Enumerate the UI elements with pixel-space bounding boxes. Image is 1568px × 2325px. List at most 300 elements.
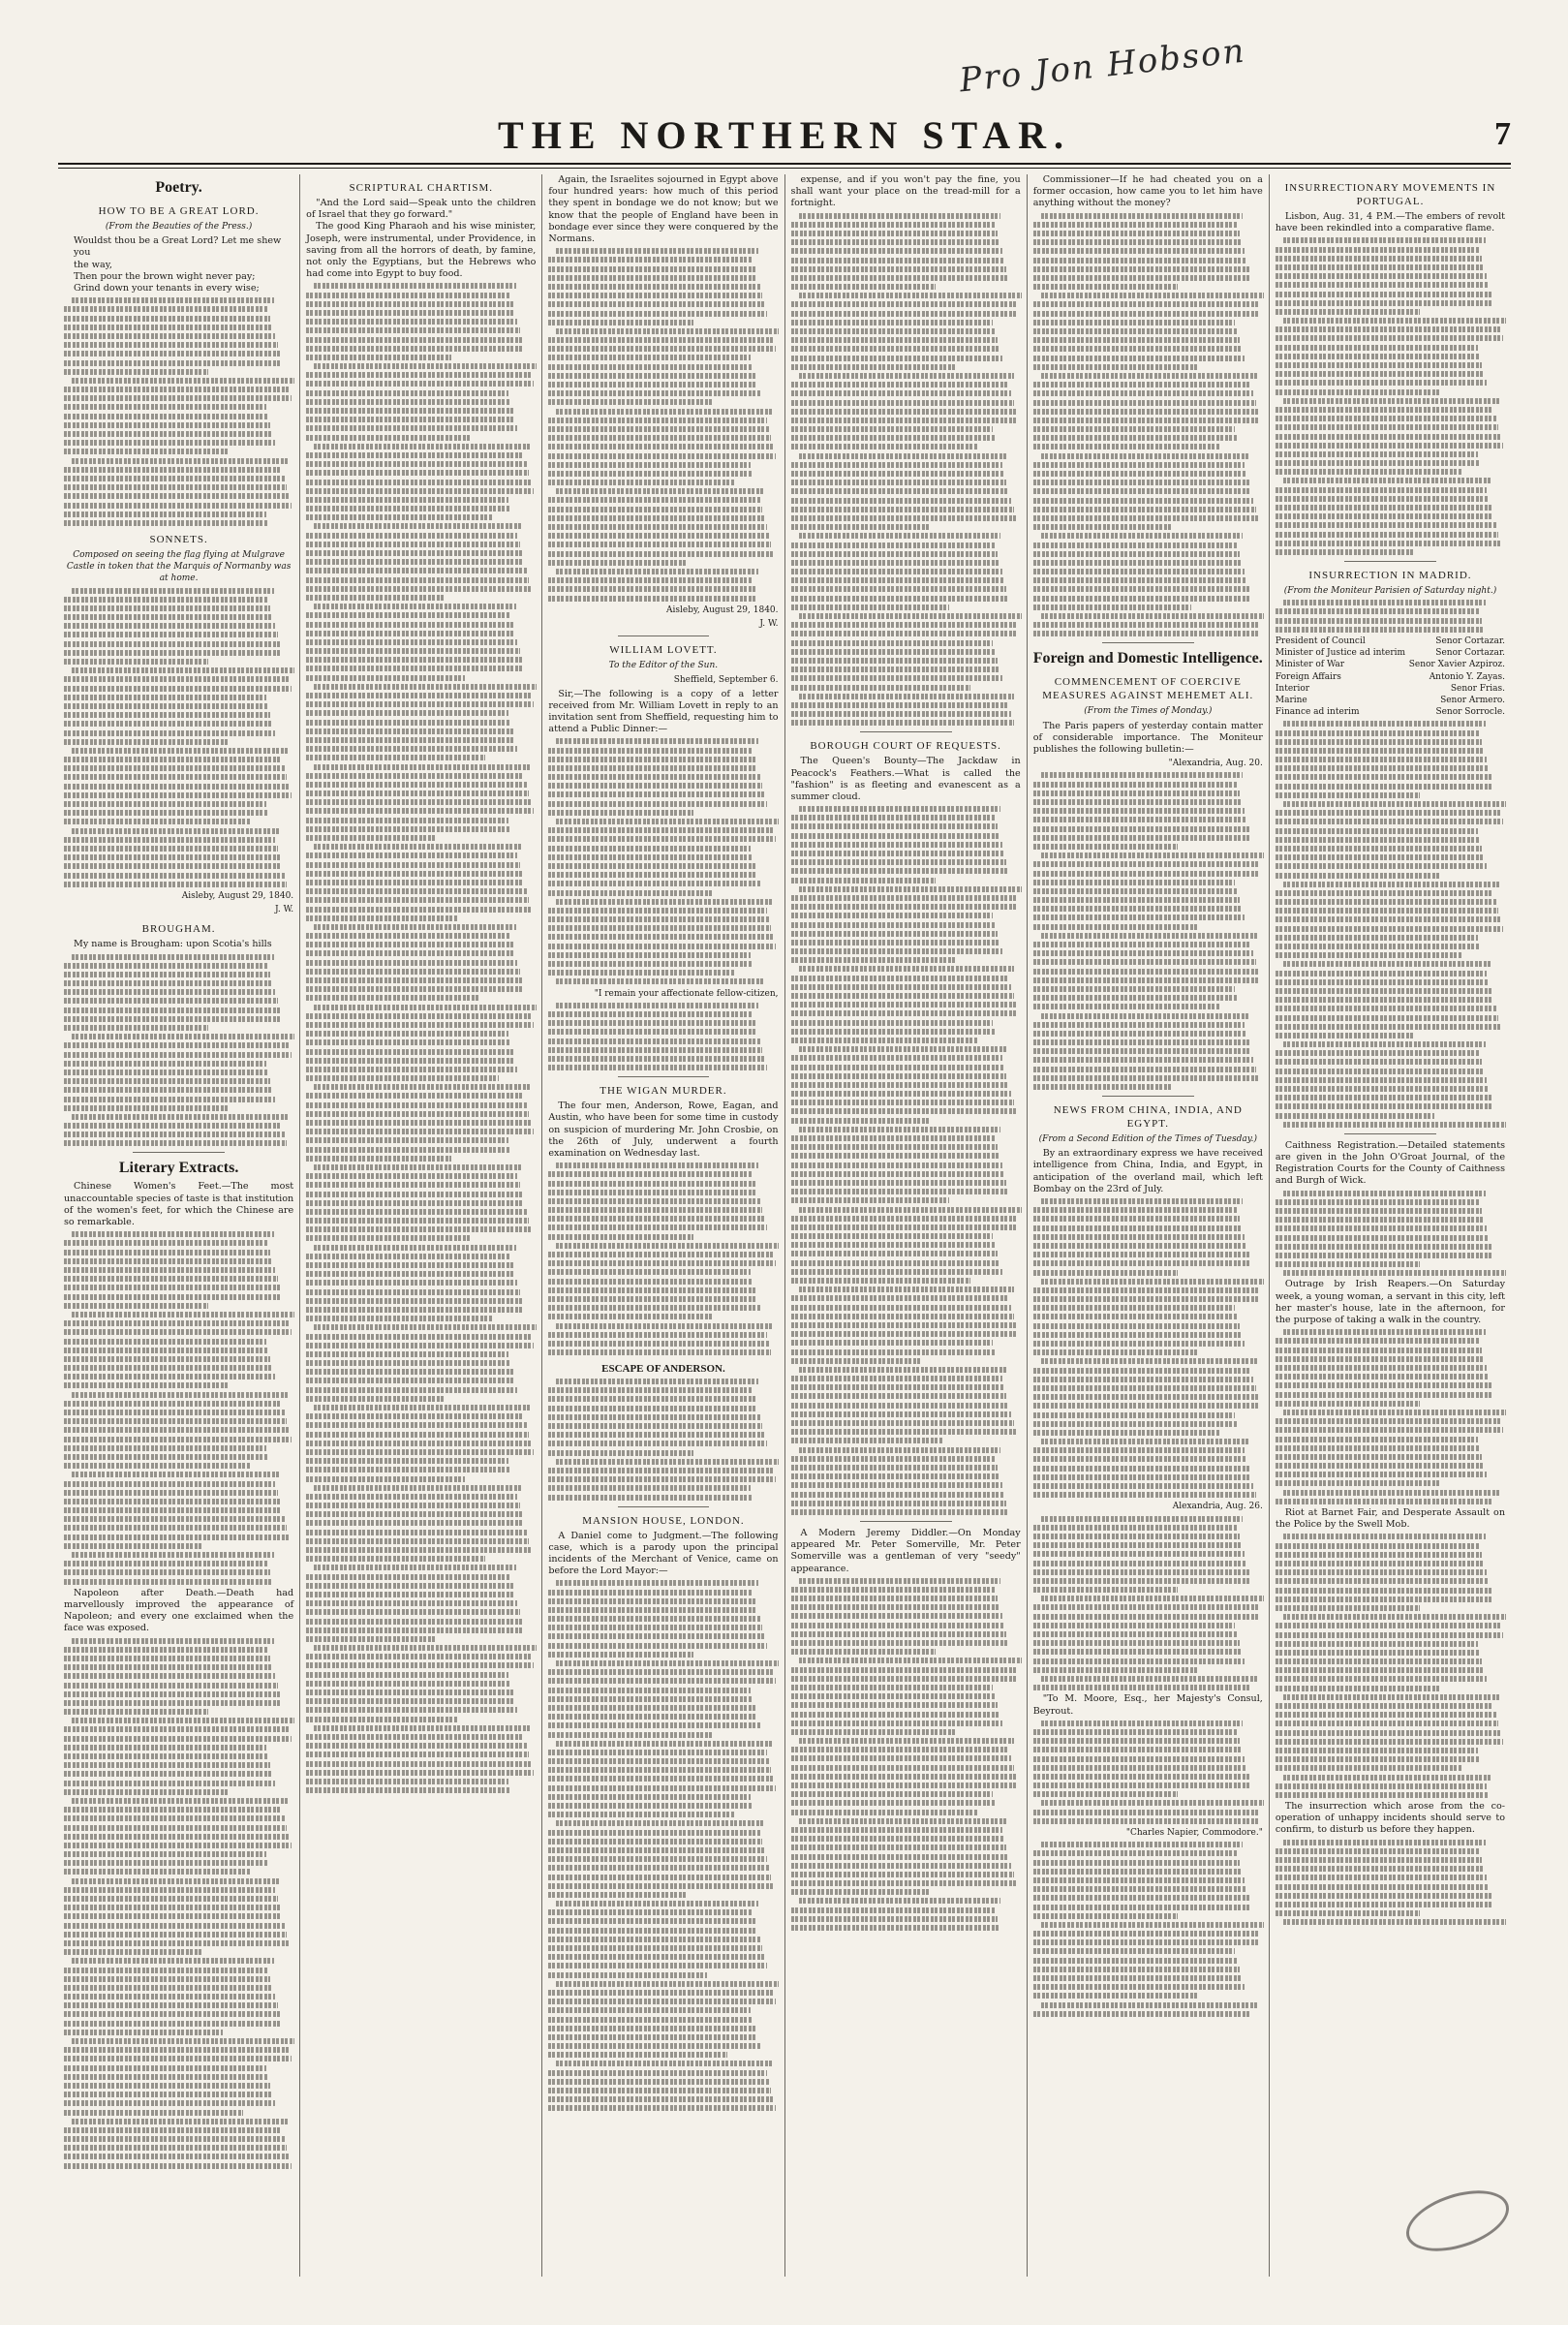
dateline: Aisleby, August 29, 1840.: [666, 604, 779, 615]
text-line: [1033, 586, 1249, 592]
text-line: [1283, 1534, 1486, 1539]
text-line: [64, 1250, 270, 1256]
text-line: [1276, 1902, 1493, 1907]
text-line: [548, 373, 754, 379]
text-line: [791, 940, 1000, 946]
text-line: [64, 2100, 275, 2106]
text-line: [1033, 835, 1251, 841]
text-line: [306, 327, 520, 333]
text-line: [1276, 1208, 1482, 1214]
text-line: [791, 266, 1007, 272]
body-text: [64, 297, 293, 526]
text-line: [548, 1972, 707, 1978]
sonnets-title: SONNETS.: [149, 533, 208, 545]
text-line: [1033, 569, 1245, 574]
text-line: [799, 1447, 1001, 1453]
text-line: [1033, 1587, 1178, 1593]
text-line: [1033, 382, 1251, 388]
text-line: [791, 382, 1009, 388]
text-line: [791, 1456, 996, 1462]
text-line: [791, 1872, 1014, 1877]
text-line: [791, 1411, 1012, 1417]
article-paragraph: The four men, Anderson, Rowe, Eagan, and Austin, who have been for some time in custody on suspicion of murdering Mr. John Crosbie, on the 26th of July, underwent a fourth examination on Wednesday last.: [548, 1100, 779, 1159]
text-line: [306, 533, 517, 539]
text-line: [306, 488, 534, 494]
text-line: [556, 978, 765, 984]
text-line: [64, 1762, 270, 1768]
text-line: [64, 623, 275, 629]
text-line: [1276, 854, 1485, 860]
text-line: [64, 1042, 289, 1048]
text-line: [548, 1011, 753, 1017]
text-line: [1041, 1922, 1264, 1928]
text-line: [72, 1312, 294, 1318]
text-line: [548, 1450, 692, 1456]
text-line: [64, 369, 208, 375]
text-line: [1276, 1401, 1420, 1407]
dateline: "Alexandria, Aug. 20.: [1168, 759, 1263, 769]
text-line: [1033, 959, 1256, 965]
text-line: [306, 1752, 529, 1757]
text-line: [791, 957, 957, 963]
text-line: [64, 1807, 282, 1813]
text-line: [548, 1705, 754, 1711]
text-line: [1033, 1782, 1251, 1788]
text-line: [306, 1787, 510, 1793]
text-line: [791, 604, 950, 610]
text-line: [791, 666, 1000, 672]
text-line: [799, 886, 1022, 892]
text-line: [1033, 462, 1245, 468]
text-line: [1033, 1667, 1199, 1673]
text-line: [306, 1779, 508, 1784]
text-line: [548, 1279, 753, 1285]
text-line: [306, 1156, 450, 1162]
text-line: [1276, 1480, 1441, 1486]
text-line: [548, 1020, 754, 1026]
text-line: [791, 1384, 1005, 1390]
text-line: [72, 667, 294, 673]
text-line: [1033, 239, 1243, 245]
text-line: [64, 873, 285, 879]
text-line: [314, 684, 537, 690]
text-line: [1276, 1866, 1485, 1872]
text-line: [1033, 551, 1240, 557]
text-line: [64, 980, 273, 986]
text-line: [72, 1231, 274, 1237]
text-line: [548, 1785, 776, 1791]
text-line: [548, 1349, 771, 1355]
text-line: [791, 833, 1000, 839]
text-line: [64, 1382, 230, 1388]
minister-row: [1276, 706, 1505, 718]
text-line: [791, 948, 1002, 954]
text-line: [306, 1467, 510, 1472]
text-line: [64, 1258, 273, 1264]
text-line: [548, 346, 776, 352]
text-line: [791, 1269, 1002, 1275]
text-line: [791, 1065, 1005, 1070]
text-line: [1041, 1720, 1244, 1726]
text-line: [1276, 1437, 1478, 1442]
text-line: [548, 1305, 759, 1311]
text-line: [1276, 1261, 1420, 1267]
text-line: [1276, 1561, 1485, 1566]
section-heading-extracts: Literary Extracts.: [118, 1160, 239, 1177]
text-line: [64, 387, 289, 392]
text-line: [548, 293, 762, 298]
minister-name: Senor Xavier Azpiroz.: [1408, 660, 1506, 670]
text-line: [799, 373, 1015, 379]
text-line: [306, 826, 510, 832]
text-line: [791, 1100, 1014, 1105]
text-line: [1041, 373, 1257, 379]
text-line: [791, 1073, 1007, 1079]
text-line: [548, 2105, 776, 2111]
text-line: [64, 2030, 223, 2035]
text-line: [1276, 532, 1498, 538]
text-line: [1276, 916, 1500, 922]
text-line: [1041, 772, 1244, 778]
text-line: [1033, 1243, 1247, 1249]
text-line: [1276, 944, 1480, 949]
text-line: [64, 810, 268, 816]
text-line: [306, 986, 524, 992]
text-line: [1033, 1860, 1240, 1866]
text-line: [791, 1153, 1000, 1159]
text-line: [1276, 1569, 1487, 1575]
text-line: [64, 1329, 292, 1335]
text-line: [548, 1287, 754, 1293]
text-line: [306, 310, 515, 316]
text-line: [306, 1200, 524, 1206]
poem-verse: [64, 235, 293, 294]
text-line: [1276, 282, 1490, 288]
text-line: [306, 1129, 534, 1134]
text-line: [548, 1171, 753, 1177]
text-line: [799, 213, 1001, 219]
newspaper-page: [58, 29, 1511, 2296]
text-line: [1283, 1191, 1486, 1196]
text-line: [1276, 730, 1480, 736]
text-line: [1033, 2011, 1251, 2017]
text-line: [72, 1878, 281, 1884]
text-line: [548, 1758, 769, 1764]
text-line: [1283, 1840, 1486, 1845]
text-line: [1276, 774, 1491, 780]
text-line: [1033, 1525, 1238, 1531]
text-line: [548, 1332, 766, 1338]
text-line: [1033, 284, 1178, 290]
text-line: [64, 1132, 285, 1137]
text-line: [72, 1718, 294, 1723]
text-line: [791, 1322, 1016, 1328]
text-line: [548, 961, 753, 967]
text-line: [548, 1633, 764, 1639]
text-line: [1033, 1534, 1240, 1539]
text-line: [1283, 1614, 1506, 1620]
text-line: [1033, 1492, 1256, 1498]
text-line: [791, 586, 1007, 592]
text-line: [1033, 222, 1238, 228]
text-line: [791, 409, 1016, 415]
text-line: [64, 2047, 289, 2053]
text-line: [1041, 1842, 1244, 1847]
text-line: [791, 1863, 1012, 1869]
text-line: [306, 1494, 517, 1500]
text-line: [314, 1645, 537, 1651]
text-line: [64, 2145, 287, 2151]
text-line: [1283, 1122, 1506, 1128]
text-line: [548, 1909, 753, 1915]
poem-source: (From the Beauties of the Press.): [105, 222, 253, 232]
body-text: [548, 248, 778, 601]
text-line: [548, 1839, 762, 1844]
text-line: [791, 1782, 1019, 1788]
text-line: [548, 872, 757, 878]
text-line: [306, 1031, 508, 1037]
text-line: [1033, 471, 1247, 477]
text-line: [1276, 300, 1493, 306]
text-line: [306, 835, 437, 841]
text-line: [306, 1137, 508, 1143]
text-line: [1033, 631, 1261, 636]
text-line: [64, 1985, 273, 1991]
text-line: [1276, 1588, 1491, 1594]
text-line: [548, 810, 692, 816]
text-line: [306, 862, 520, 868]
text-line: [1276, 819, 1503, 824]
text-line: [64, 1437, 292, 1442]
text-line: [64, 1418, 287, 1424]
dateline: Sheffield, September 6.: [673, 675, 779, 686]
text-line: [314, 1565, 516, 1570]
text-line: [1033, 1561, 1247, 1566]
text-line: [799, 533, 1001, 539]
text-line: [1033, 826, 1249, 832]
text-line: [1276, 1392, 1493, 1398]
text-line: [1033, 1377, 1254, 1382]
text-line: [306, 1102, 527, 1108]
text-line: [1276, 1338, 1480, 1344]
text-line: [64, 2056, 292, 2062]
text-line: [306, 408, 512, 414]
text-line: [548, 952, 751, 958]
text-line: [548, 1794, 751, 1800]
text-line: [1033, 275, 1251, 281]
text-line: [1276, 326, 1500, 332]
text-line: [1276, 1792, 1490, 1798]
text-line: [548, 1945, 762, 1951]
text-line: [64, 846, 278, 852]
text-line: [1033, 1057, 1254, 1063]
text-line: [314, 764, 530, 770]
text-line: [306, 1511, 522, 1517]
text-line: [1276, 1445, 1480, 1451]
text-line: [1276, 846, 1482, 852]
text-line: [556, 1459, 779, 1465]
text-line: [791, 878, 936, 884]
minister-row: [1276, 695, 1505, 706]
text-line: [306, 1476, 465, 1482]
text-line: [1276, 1077, 1487, 1083]
text-line: [1283, 318, 1506, 324]
text-line: [1276, 792, 1420, 798]
text-line: [64, 467, 282, 473]
text-line: [791, 904, 1019, 910]
text-line: [64, 1427, 289, 1433]
text-line: [1033, 337, 1240, 343]
text-line: [1276, 1095, 1491, 1100]
text-line: [791, 1305, 1012, 1311]
text-line: [548, 1476, 776, 1482]
text-line: [1033, 888, 1238, 894]
text-line: [306, 559, 524, 565]
text-line: [306, 639, 517, 645]
text-line: [791, 1509, 1009, 1515]
text-line: [306, 808, 534, 814]
text-line: [791, 895, 1016, 901]
text-line: [306, 1289, 520, 1295]
text-line: [1033, 1810, 1258, 1815]
text-line: [1276, 837, 1480, 843]
text-line: [556, 1660, 779, 1666]
text-line: [72, 2038, 294, 2044]
text-line: [548, 1065, 766, 1070]
text-line: [548, 364, 753, 370]
text-line: [64, 774, 287, 780]
text-line: [64, 765, 285, 771]
text-line: [64, 614, 273, 620]
text-line: [1276, 1650, 1480, 1656]
text-line: [548, 1056, 764, 1062]
text-line: [548, 783, 762, 789]
text-line: [306, 1013, 531, 1019]
text-line: [548, 774, 759, 780]
text-line: [799, 694, 1015, 699]
text-line: [791, 1314, 1014, 1319]
text-line: [306, 1592, 515, 1597]
text-line: [1283, 801, 1506, 807]
text-line: [64, 1463, 250, 1469]
text-line: [1033, 1685, 1251, 1690]
text-line: [1276, 1632, 1503, 1638]
text-line: [306, 675, 465, 681]
text-line: [1276, 434, 1500, 440]
text-line: [1276, 1875, 1487, 1880]
text-line: [548, 2007, 751, 2013]
text-line: [64, 1410, 285, 1415]
text-line: [314, 1485, 523, 1491]
text-line: [1033, 488, 1251, 494]
text-line: [1033, 524, 1171, 530]
article-title: BOROUGH COURT OF REQUESTS.: [810, 740, 1001, 753]
text-line: [791, 346, 1000, 352]
text-line: [548, 2034, 757, 2040]
text-line: [314, 924, 516, 930]
text-line: [791, 1774, 1016, 1780]
text-line: [791, 426, 994, 432]
text-line: [1033, 1765, 1247, 1771]
text-line: [1276, 988, 1491, 994]
poem-line: My name is Brougham: upon Scotia's hills: [74, 939, 272, 950]
text-line: [1276, 608, 1480, 614]
text-line: [1276, 371, 1485, 377]
text-line: [1033, 258, 1247, 264]
text-line: [1276, 863, 1487, 869]
text-line: [548, 1937, 759, 1942]
text-line: [1276, 1253, 1493, 1258]
body-text: [64, 954, 293, 1147]
text-line: [1033, 435, 1238, 441]
text-line: [306, 773, 524, 779]
text-line: [556, 569, 758, 574]
text-line: [548, 846, 751, 852]
text-line: [1283, 721, 1486, 727]
text-line: [306, 1049, 512, 1055]
text-line: [64, 784, 289, 790]
text-line: [64, 1061, 266, 1067]
body-text: [548, 1580, 778, 2111]
text-line: [1276, 1015, 1498, 1021]
text-line: [791, 1118, 929, 1124]
text-line: [64, 989, 275, 995]
text-line: [1033, 861, 1258, 867]
text-line: [306, 497, 508, 503]
text-line: [64, 484, 287, 490]
text-line: [1033, 1729, 1238, 1735]
text-line: [799, 1898, 1001, 1904]
text-line: [1276, 549, 1413, 555]
text-line: [548, 881, 759, 886]
body-text: [1033, 772, 1263, 1090]
text-line: [1276, 522, 1496, 528]
text-line: [548, 1296, 757, 1302]
text-line: [548, 757, 754, 762]
body-text: [1276, 1840, 1505, 1926]
text-line: [791, 560, 1000, 566]
text-line: [64, 1267, 275, 1273]
text-line: [556, 1162, 758, 1168]
masthead-title: THE NORTHERN STAR.: [498, 113, 1071, 157]
text-line: [306, 888, 527, 894]
column-2: [299, 174, 541, 2277]
text-line: [64, 650, 282, 656]
text-line: [72, 588, 274, 594]
text-line: [1041, 1358, 1257, 1364]
text-line: [1276, 1427, 1503, 1433]
text-line: [1283, 478, 1492, 483]
text-line: [1033, 622, 1258, 628]
text-line: [1033, 390, 1254, 396]
text-line: [1276, 407, 1493, 413]
text-line: [1276, 748, 1485, 754]
text-line: [64, 1481, 275, 1487]
text-line: [306, 319, 517, 325]
text-line: [306, 1369, 512, 1375]
text-line: [72, 954, 274, 960]
text-line: [1033, 1578, 1251, 1584]
text-line: [1276, 1783, 1487, 1789]
text-line: [1033, 1774, 1249, 1780]
text-line: [64, 1736, 292, 1742]
text-line: [1033, 1474, 1251, 1480]
text-line: [306, 1262, 512, 1268]
text-line: [791, 931, 998, 937]
text-line: [1276, 1748, 1478, 1753]
text-line: [1033, 1039, 1249, 1045]
text-line: [306, 818, 508, 823]
